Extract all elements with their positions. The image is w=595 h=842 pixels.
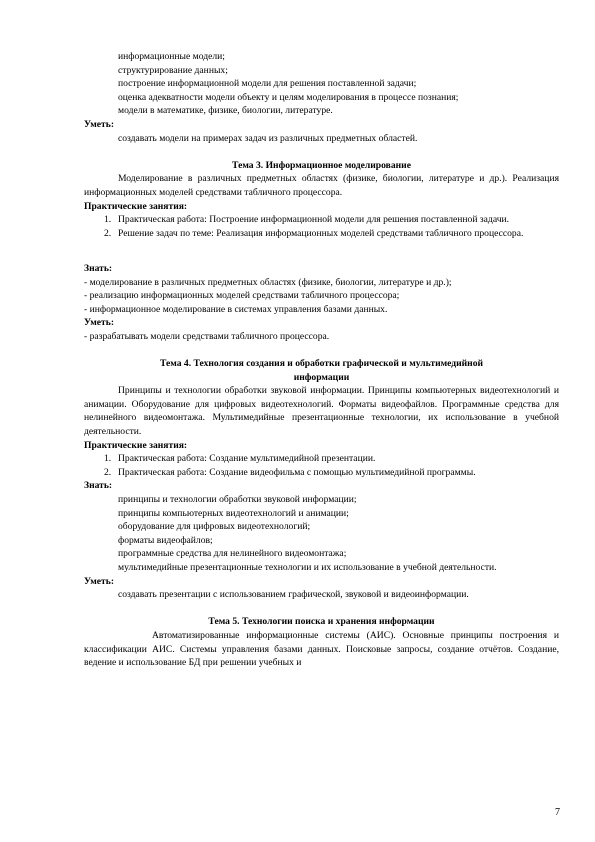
topic3-umet-label: Уметь: (84, 317, 115, 329)
list-item: построение информационной модели для решения поставленной задачи; (118, 78, 417, 90)
topic3-paragraph: Моделирование в различных предметных областях (физике, биологии, литературе и др.). Реализация информационных моделей средствами табличного процессора. (84, 173, 559, 198)
list-item: 2. Решение задач по теме: Реализация информационных моделей средствами табличного процессора. (104, 227, 524, 239)
list-item: 1. Практическая работа: Создание мультимедийной презентации. (104, 453, 376, 465)
top-list (84, 50, 559, 118)
list-item: принципы и технологии обработки звуковой информации; (118, 494, 357, 505)
list-item: - разрабатывать модели средствами табличного процессора. (84, 330, 330, 342)
topic4-umet-label: Уметь: (84, 575, 115, 587)
list-item: модели в математике, физике, биологии, литературе. (118, 105, 333, 117)
list-item: 2. Практическая работа: Создание видеофильма с помощью мультимедийной программы. (104, 466, 476, 478)
page-number: 7 (555, 807, 560, 818)
umet-item: создавать модели на примерах задач из различных предметных областей. (118, 132, 418, 144)
list-item: оценка адекватности модели объекту и целям моделирования в процессе познания; (118, 91, 459, 103)
page-content (84, 50, 559, 670)
topic4-practice-label: Практические занятия: (84, 439, 188, 451)
list-item: форматы видеофайлов; (118, 534, 213, 546)
list-item: - моделирование в различных предметных областях (физике, биологии, литературе и др.); (84, 276, 452, 288)
topic4-title: Тема 4. Технология создания и обработки графической и мультимедийной информации (159, 358, 484, 383)
list-item: 1. Практическая работа: Построение информационной модели для решения поставленной задачи. (104, 214, 510, 226)
list-item: информационные модели; (118, 51, 225, 62)
topic5-title: Тема 5. Технологии поиска и хранения информации (208, 616, 435, 628)
topic4-znat-label: Знать: (84, 480, 113, 492)
list-item: мультимедийные презентационные технологии и их использование в учебной деятельности. (118, 561, 497, 573)
list-item: программные средства для нелинейного видеомонтажа; (118, 548, 347, 560)
list-item: - информационное моделирование в системах управления базами данных. (84, 303, 388, 315)
topic3-znat-label: Знать: (84, 262, 113, 274)
topic3-title: Тема 3. Информационное моделирование (232, 159, 411, 171)
topic4-paragraph: Принципы и технологии обработки звуковой информации. Принципы компьютерных видеотехнологий и анимации. Оборудование для цифровых видеотехнологий. Форматы видеофайлов. Программные средства для нелинейного видеомонтажа. Мультимедийные презентационные технологии, их использование в учебной деятельности. (84, 385, 559, 438)
list-item: принципы компьютерных видеотехнологий и анимации; (118, 507, 349, 519)
topic3-practice-label: Практические занятия: (84, 200, 188, 212)
umet-label: Уметь: (84, 118, 115, 130)
topic5-paragraph: Автоматизированные информационные системы (АИС). Основные принципы построения и классификации АИС. Системы управления базами данных. Поисковые запросы, создание отчётов. Создание, ведение и использование БД при решении учебных и (84, 629, 559, 669)
list-item: - реализацию информационных моделей средствами табличного процессора; (84, 290, 400, 302)
list-item: структурирование данных; (118, 64, 228, 76)
list-item: создавать презентации с использованием графической, звуковой и видеоинформации. (118, 589, 469, 601)
list-item: оборудование для цифровых видеотехнологий; (118, 521, 311, 533)
